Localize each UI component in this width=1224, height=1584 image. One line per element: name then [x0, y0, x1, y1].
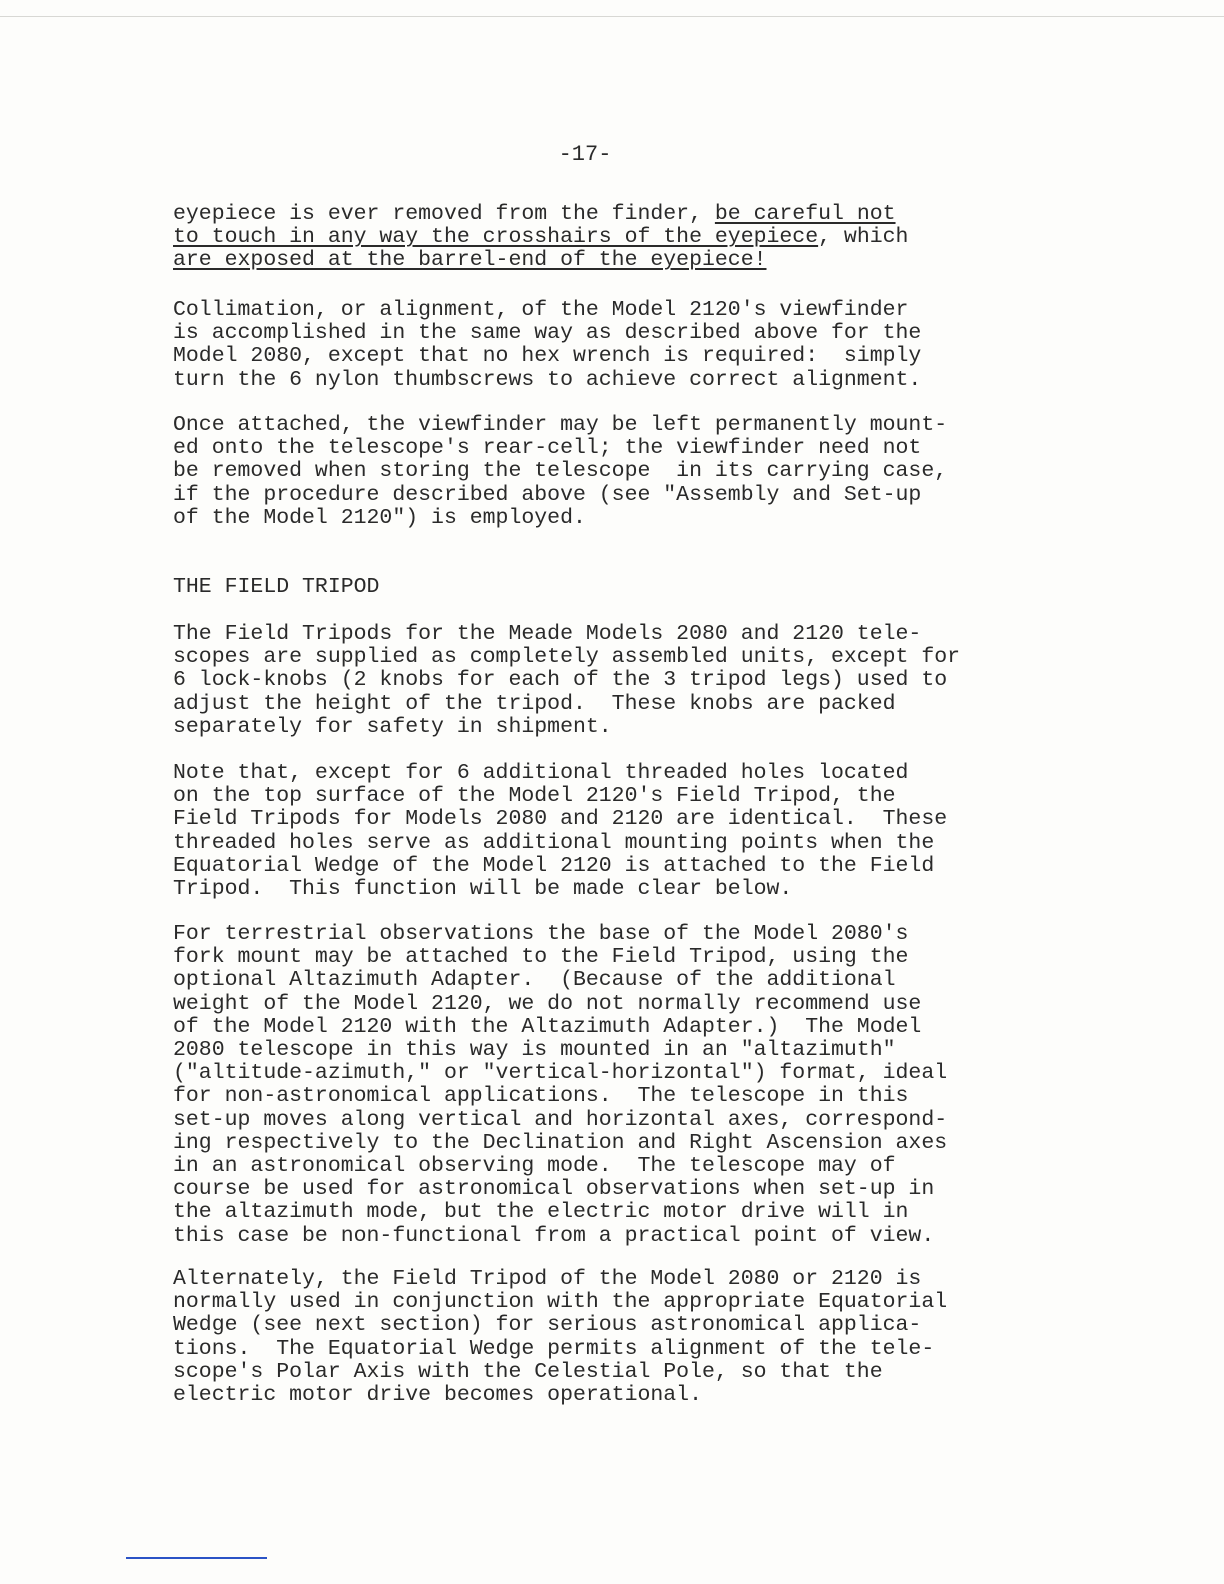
caution-underlined-3: are exposed at the barrel-end of the eyepiece! [173, 248, 767, 273]
page-number: -17- [558, 142, 612, 167]
caution-underlined-2: to touch in any way the crosshairs of the eyepiece [173, 225, 819, 250]
footnote-rule [126, 1557, 267, 1559]
paragraph-tripod-differences: Note that, except for 6 additional threaded holes located on the top surface of the Model 2120's Field Tripod, the Field Tripods for Models 2080 and 2120 are identical. These threaded holes serve as additional mounting points when the Equatorial Wedge of the Model 2120 is attached to the Field Tripod. This function will be made clear below. [173, 761, 948, 902]
caution-text-lead: eyepiece is ever removed from the finder, [173, 202, 715, 226]
paragraph-tripod-supply: The Field Tripods for the Meade Models 2080 and 2120 tele- scopes are supplied as completely assembled units, except for 6 lock-knobs (2 knobs for each of the 3 tripod legs) used to adjust the height of the tripod. These knobs are packed separately for safety in shipment. [173, 622, 961, 739]
caution-underlined-1: be careful not [714, 202, 896, 226]
paragraph-finder-caution [173, 203, 1073, 273]
paragraph-collimation: Collimation, or alignment, of the Model 2120's viewfinder is accomplished in the same way as described above for the Model 2080, except that no hex wrench is required: simply turn the 6 nylon thumbscrews to achieve correct alignment. [173, 298, 922, 392]
paragraph-terrestrial-observations: For terrestrial observations the base of the Model 2080's fork mount may be attached to the Field Tripod, using the optional Altazimuth Adapter. (Because of the additional weight of the Model 2120, we do not normally recommend use of the Model 2120 with the Altazimuth Adapter.) The Model 2080 telescope in this way is mounted in an "altazimuth" ("altitude-azimuth," or "vertical-horizontal") format, ideal for non-astronomical applications. The telescope in this set-up moves along vertical and horizontal axes, correspond- ing respectively to the Declination and Right Ascension axes in an astronomical observing mode. The telescope may of course be used for astronomical observations when set-up in the altazimuth mode, but the electric motor drive will in this case be non-functional from a practical point of view. [173, 922, 948, 1248]
page-top-edge [0, 16, 1224, 17]
paragraph-equatorial-use: Alternately, the Field Tripod of the Model 2080 or 2120 is normally used in conjunction with the appropriate Equatorial Wedge (see next section) for serious astronomical applica- tions. The Equatorial Wedge permits alignment of the tele- scope's Polar Axis with the Celestial Pole, so that the electric motor drive becomes operational. [173, 1267, 948, 1408]
section-heading-field-tripod: THE FIELD TRIPOD [173, 575, 380, 599]
paragraph-viewfinder-mounting: Once attached, the viewfinder may be left permanently mount- ed onto the telescope's rear-cell; the viewfinder need not be removed when storing the telescope in its carrying case, if the procedure described above (see "Assembly and Set-up of the Model 2120") is employed. [173, 413, 948, 530]
caution-text-tail: , which [818, 225, 909, 250]
